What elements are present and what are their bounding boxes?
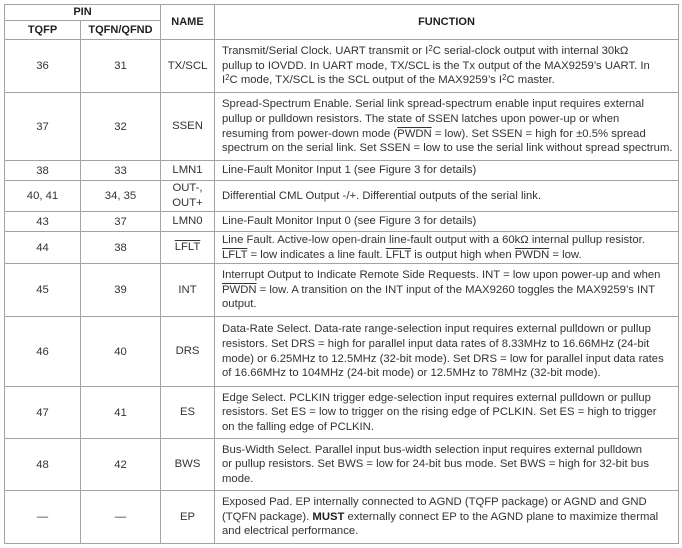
overlined-signal-name: PWDN bbox=[514, 248, 550, 261]
tqfp-pin-cell: 43 bbox=[5, 212, 81, 232]
tqfp-header: TQFP bbox=[5, 21, 81, 40]
function-line: Line Fault. Active-low open-drain line-fault output with a 60kΩ internal pullup resistor. bbox=[222, 233, 645, 246]
pin-name-line: TX/SCL bbox=[167, 59, 208, 72]
tqfn-qfnd-pin-cell: 38 bbox=[81, 232, 161, 264]
tqfp-pin-cell: 38 bbox=[5, 161, 81, 181]
pin-row-drs bbox=[5, 317, 679, 387]
pin-row-ep bbox=[5, 491, 679, 544]
function-cell bbox=[215, 232, 679, 264]
function-header: FUNCTION bbox=[215, 5, 679, 40]
tqfp-pin-cell: 37 bbox=[5, 93, 81, 161]
pin-name-line: OUT+ bbox=[172, 197, 203, 209]
bold-emphasis: MUST bbox=[312, 510, 345, 523]
overlined-signal-name: LFLT bbox=[174, 241, 201, 254]
function-cell bbox=[215, 40, 679, 93]
text-segment: (TQFN package). bbox=[222, 510, 313, 523]
tqfp-pin-cell: 46 bbox=[5, 317, 81, 387]
pin-row-lmn1 bbox=[5, 161, 679, 181]
function-cell bbox=[215, 161, 679, 181]
tqfp-pin-cell: 36 bbox=[5, 40, 81, 93]
pin-description-table bbox=[4, 4, 679, 544]
overlined-signal-name: PWDN bbox=[397, 127, 432, 140]
pin-name-line: DRS bbox=[175, 345, 200, 358]
text-segment: Transmit/Serial Clock. UART transmit or I bbox=[222, 45, 429, 58]
pin-row-out-out bbox=[5, 181, 679, 212]
pin-name-cell bbox=[161, 161, 215, 181]
function-cell bbox=[215, 212, 679, 232]
tqfn-qfnd-pin-cell: 33 bbox=[81, 161, 161, 181]
text-segment: C master. bbox=[506, 74, 555, 87]
pin-header: PIN bbox=[5, 5, 161, 21]
text-segment: = low). Set SSEN = high for ±0.5% spread bbox=[431, 127, 646, 140]
tqfp-pin-cell: 40, 41 bbox=[5, 181, 81, 212]
text-segment: is output high when bbox=[411, 248, 515, 261]
function-line: resistors. Set DRS = high for parallel input data rates of 8.33MHz to 16.66MHz (24-bit bbox=[222, 337, 650, 350]
function-line bbox=[222, 73, 674, 88]
function-line: Exposed Pad. EP internally connected to AGND (TQFP package) or AGND and GND bbox=[222, 496, 647, 509]
function-line: resistors. Set ES = low to trigger on the rising edge of PCLKIN. Set ES = high to trigger bbox=[222, 406, 657, 419]
text-segment: I bbox=[222, 74, 226, 87]
function-line: Differential CML Output -/+. Differential outputs of the serial link. bbox=[222, 189, 542, 202]
pin-name-cell bbox=[161, 40, 215, 93]
text-segment: externally connect EP to the AGND plane to maximize thermal bbox=[344, 510, 659, 523]
tqfp-pin-cell: 44 bbox=[5, 232, 81, 264]
pin-name-cell bbox=[161, 232, 215, 264]
tqfp-pin-cell: 48 bbox=[5, 439, 81, 491]
pin-name-line: SSEN bbox=[172, 120, 203, 133]
pin-name-cell bbox=[161, 212, 215, 232]
pin-name-cell bbox=[161, 264, 215, 317]
function-cell bbox=[215, 387, 679, 439]
superscript-text: 2 bbox=[225, 72, 230, 82]
text-segment: C serial-clock output with internal 30kΩ bbox=[432, 45, 629, 58]
tqfn-qfnd-pin-cell: 42 bbox=[81, 439, 161, 491]
function-line: or pullup resistors. Set BWS = low for 24-bit bus mode. Set BWS = high for 32-bit bus bbox=[222, 458, 649, 471]
function-line bbox=[222, 127, 674, 142]
pin-name-line: LMN0 bbox=[172, 215, 203, 228]
function-line: of 16.66MHz to 104MHz (24-bit mode) or 12.5MHz to 78MHz (32-bit mode). bbox=[222, 367, 601, 380]
pin-name-line bbox=[161, 240, 214, 255]
function-line: pullup to IOVDD. In UART mode, TX/SCL is the Tx output of the MAX9259’s UART. In bbox=[222, 59, 650, 72]
function-cell bbox=[215, 491, 679, 544]
tqfp-pin-cell: — bbox=[5, 491, 81, 544]
function-line: Bus-Width Select. Parallel input bus-width selection input requires external pulldown bbox=[222, 443, 643, 456]
function-line: pullup or pulldown resistors. The state of SSEN latches upon power-up or when bbox=[222, 112, 620, 125]
function-line: and electrical performance. bbox=[222, 525, 359, 538]
function-line: Interrupt Output to Indicate Remote Side Requests. INT = low upon power-up and when bbox=[222, 269, 661, 282]
pin-name-line: ES bbox=[179, 406, 196, 419]
text-segment: resuming from power-down mode ( bbox=[222, 127, 398, 140]
function-cell bbox=[215, 439, 679, 491]
function-cell bbox=[215, 181, 679, 212]
function-line: Spread-Spectrum Enable. Serial link spread-spectrum enable input requires external bbox=[222, 98, 644, 111]
tqfn-qfnd-pin-cell: 40 bbox=[81, 317, 161, 387]
tqfn-qfnd-pin-cell: 31 bbox=[81, 40, 161, 93]
pin-name-line: EP bbox=[179, 510, 196, 523]
tqfn-qfnd-pin-cell: — bbox=[81, 491, 161, 544]
text-segment: = low. A transition on the INT input of the MAX9260 toggles the MAX9259’s INT bbox=[256, 283, 656, 296]
header-row-top bbox=[5, 5, 679, 21]
pin-row-ssen bbox=[5, 93, 679, 161]
function-line: spectrum on the serial link. Set SSEN = low to use the serial link without spread spectrum. bbox=[222, 142, 673, 155]
function-line: Edge Select. PCLKIN trigger edge-selection input requires external pulldown or pullup bbox=[222, 391, 651, 404]
pin-name-cell bbox=[161, 491, 215, 544]
function-cell bbox=[215, 264, 679, 317]
pin-row-lmn0 bbox=[5, 212, 679, 232]
text-segment: C mode, TX/SCL is the SCL output of the MAX9259’s I bbox=[229, 74, 503, 87]
function-line: output. bbox=[222, 298, 257, 311]
pin-name-cell bbox=[161, 439, 215, 491]
pin-row-bws bbox=[5, 439, 679, 491]
overlined-signal-name: LFLT bbox=[385, 248, 412, 261]
tqfn-qfnd-pin-cell: 41 bbox=[81, 387, 161, 439]
text-segment: = low indicates a line fault. bbox=[247, 248, 386, 261]
function-line bbox=[222, 510, 674, 525]
function-line: mode. bbox=[222, 472, 254, 485]
function-line: mode) or 6.25MHz to 12.5MHz (32-bit mode). Set DRS = low for parallel input data rates bbox=[222, 352, 664, 365]
pin-name-line: BWS bbox=[174, 458, 201, 471]
pin-name-cell bbox=[161, 93, 215, 161]
pin-name-cell bbox=[161, 387, 215, 439]
superscript-text: 2 bbox=[428, 43, 433, 53]
name-header: NAME bbox=[161, 5, 215, 40]
tqfn-qfnd-pin-cell: 37 bbox=[81, 212, 161, 232]
table-header bbox=[5, 5, 679, 40]
pin-name-cell bbox=[161, 317, 215, 387]
pin-name-cell bbox=[161, 181, 215, 212]
tqfp-pin-cell: 47 bbox=[5, 387, 81, 439]
pin-row-tx-scl bbox=[5, 40, 679, 93]
function-line: on the falling edge of PCLKIN. bbox=[222, 420, 374, 433]
text-segment: = low. bbox=[549, 248, 582, 261]
overlined-signal-name: LFLT bbox=[222, 248, 248, 261]
pin-row-lflt bbox=[5, 232, 679, 264]
pin-table-body bbox=[5, 40, 679, 544]
function-line: Line-Fault Monitor Input 0 (see Figure 3 for details) bbox=[222, 215, 477, 228]
function-line bbox=[222, 248, 674, 263]
pin-name-line: LMN1 bbox=[172, 164, 203, 177]
tqfn-qfnd-pin-cell: 32 bbox=[81, 93, 161, 161]
tqfp-pin-cell: 45 bbox=[5, 264, 81, 317]
function-line bbox=[222, 44, 674, 59]
function-line bbox=[222, 283, 674, 298]
tqfn-qfnd-header: TQFN/QFND bbox=[81, 21, 161, 40]
function-line: Line-Fault Monitor Input 1 (see Figure 3 for details) bbox=[222, 164, 477, 177]
pin-name-line: INT bbox=[178, 283, 197, 296]
overlined-signal-name: PWDN bbox=[222, 283, 257, 296]
tqfn-qfnd-pin-cell: 39 bbox=[81, 264, 161, 317]
function-cell bbox=[215, 317, 679, 387]
pin-row-int bbox=[5, 264, 679, 317]
superscript-text: 2 bbox=[502, 72, 507, 82]
pin-row-es bbox=[5, 387, 679, 439]
function-line: Data-Rate Select. Data-rate range-selection input requires external pulldown or pullup bbox=[222, 323, 651, 336]
pin-name-line: OUT-, bbox=[172, 182, 203, 195]
function-cell bbox=[215, 93, 679, 161]
tqfn-qfnd-pin-cell: 34, 35 bbox=[81, 181, 161, 212]
